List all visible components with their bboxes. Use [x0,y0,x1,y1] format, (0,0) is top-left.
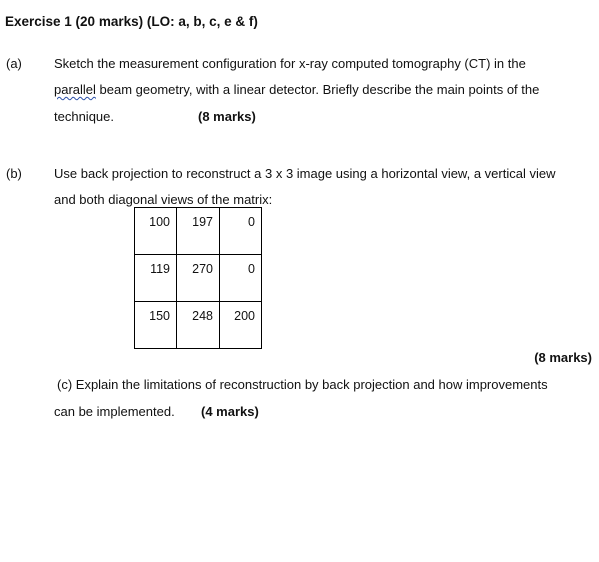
part-a-question-line-1: Sketch the measurement configuration for x-ray computed tomography (CT) in the [54,56,526,71]
part-a-label: (a) [6,56,22,71]
matrix-cell: 0 [220,255,262,302]
matrix-cell: 200 [220,302,262,349]
matrix-cell: 150 [135,302,177,349]
part-c-marks: (4 marks) [201,404,259,419]
image-matrix-table [134,207,262,349]
part-a-question-line-2 [54,82,539,97]
part-a-marks: (8 marks) [198,109,256,124]
part-b-question-line-2: and both diagonal views of the matrix: [54,192,273,207]
spellcheck-underlined-word: parallel [54,82,96,97]
matrix-cell: 0 [220,208,262,255]
matrix-cell: 119 [135,255,177,302]
matrix-row [135,302,262,349]
part-b-label: (b) [6,166,22,181]
matrix-cell: 100 [135,208,177,255]
exercise-title: Exercise 1 (20 marks) (LO: a, b, c, e & f) [5,14,258,29]
matrix-row [135,208,262,255]
part-c-question-line-2: can be implemented. [54,404,175,419]
part-a-question-line-3: technique. [54,109,114,124]
matrix-cell: 197 [177,208,220,255]
matrix-cell: 270 [177,255,220,302]
part-b-question-line-1: Use back projection to reconstruct a 3 x 3 image using a horizontal view, a vertical view [54,166,556,181]
part-c-question-line-1: (c) Explain the limitations of reconstruction by back projection and how improvements [57,377,548,392]
matrix-row [135,255,262,302]
part-a-question-line-2-rest: beam geometry, with a linear detector. Briefly describe the main points of the [95,82,540,97]
part-b-marks: (8 marks) [534,350,592,365]
matrix-cell: 248 [177,302,220,349]
